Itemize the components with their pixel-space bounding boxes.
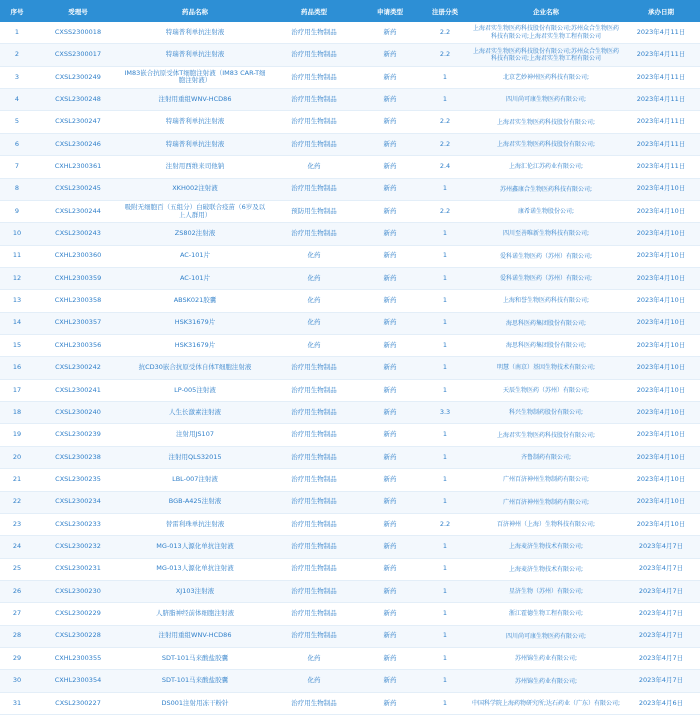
- cell-application-type: 新药: [360, 379, 420, 401]
- cell-registration-class: 1: [420, 446, 470, 468]
- cell-date: 2023年4月10日: [622, 379, 700, 401]
- cell-company: 中国科学院上海药物研究所;达石药业（广东）有限公司;: [470, 692, 622, 714]
- cell-drug-name: 吸附无细胞百（五组分）白破联合疫苗（6岁及以上人群用）: [122, 200, 268, 222]
- cell-date: 2023年4月10日: [622, 245, 700, 267]
- table-row: [0, 133, 700, 155]
- table-row: [0, 692, 700, 714]
- cell-date: 2023年4月11日: [622, 133, 700, 155]
- cell-company: 上海麦济生物技术有限公司;: [470, 558, 622, 580]
- cell-drug-name: SDT-101马来酸盐胶囊: [122, 648, 268, 670]
- cell-index: 12: [0, 267, 34, 289]
- cell-company: 海思科医药集团股份有限公司;: [470, 312, 622, 334]
- cell-registration-class: 1: [420, 670, 470, 692]
- cell-acceptance-no: CXSL2300232: [34, 536, 122, 558]
- cell-registration-class: 1: [420, 335, 470, 357]
- cell-company: 上海君实生物医药科技股份有限公司;苏州众合生物医药科技有限公司;上海君实生物工程有限公司: [470, 22, 622, 44]
- cell-drug-type: 治疗用生物制品: [268, 603, 360, 625]
- cell-index: 2: [0, 44, 34, 66]
- table-row: [0, 357, 700, 379]
- table-row: [0, 513, 700, 535]
- cell-registration-class: 1: [420, 424, 470, 446]
- cell-index: 3: [0, 66, 34, 88]
- cell-drug-name: 人脐脂神经前体细胞注射液: [122, 603, 268, 625]
- cell-drug-type: 治疗用生物制品: [268, 133, 360, 155]
- cell-acceptance-no: CXSL2300239: [34, 424, 122, 446]
- cell-drug-type: 化药: [268, 245, 360, 267]
- cell-acceptance-no: CXHL2300359: [34, 267, 122, 289]
- cell-company: 四川尚可康生物医药有限公司;: [470, 89, 622, 111]
- table-row: [0, 178, 700, 200]
- cell-index: 19: [0, 424, 34, 446]
- cell-company: 上海君实生物医药科技股份有限公司;: [470, 424, 622, 446]
- cell-date: 2023年4月10日: [622, 267, 700, 289]
- cell-application-type: 新药: [360, 44, 420, 66]
- cell-date: 2023年4月11日: [622, 89, 700, 111]
- cell-date: 2023年4月10日: [622, 200, 700, 222]
- cell-acceptance-no: CXSL2300231: [34, 558, 122, 580]
- cell-application-type: 新药: [360, 133, 420, 155]
- cell-registration-class: 1: [420, 178, 470, 200]
- cell-registration-class: 2.2: [420, 111, 470, 133]
- cell-company: 四川尚可康生物医药有限公司;: [470, 625, 622, 647]
- cell-company: 上海麦济生物技术有限公司;: [470, 536, 622, 558]
- cell-application-type: 新药: [360, 178, 420, 200]
- cell-drug-type: 化药: [268, 312, 360, 334]
- cell-drug-type: 治疗用生物制品: [268, 111, 360, 133]
- cell-application-type: 新药: [360, 402, 420, 424]
- table-row: [0, 111, 700, 133]
- cell-application-type: 新药: [360, 200, 420, 222]
- cell-drug-type: 治疗用生物制品: [268, 66, 360, 88]
- cell-company: 北京艺妙神州医药科技有限公司;: [470, 66, 622, 88]
- cell-date: 2023年4月11日: [622, 22, 700, 44]
- cell-registration-class: 1: [420, 536, 470, 558]
- cell-acceptance-no: CXHL2300357: [34, 312, 122, 334]
- header-index: 序号: [0, 0, 34, 22]
- table-row: [0, 670, 700, 692]
- cell-drug-name: BGB-A425注射液: [122, 491, 268, 513]
- header-company: 企业名称: [470, 0, 622, 22]
- cell-company: 苏州锦生药业有限公司;: [470, 648, 622, 670]
- table-row: [0, 648, 700, 670]
- cell-drug-name: 抗CD30嵌合抗原受体自体T细胞注射液: [122, 357, 268, 379]
- cell-date: 2023年4月7日: [622, 648, 700, 670]
- cell-application-type: 新药: [360, 22, 420, 44]
- cell-registration-class: 1: [420, 357, 470, 379]
- cell-drug-name: 注射用西维来司他钠: [122, 156, 268, 178]
- cell-acceptance-no: CXHL2300356: [34, 335, 122, 357]
- cell-company: 上海君实生物医药科技股份有限公司;: [470, 111, 622, 133]
- cell-drug-name: 注射用QLS32015: [122, 446, 268, 468]
- cell-date: 2023年4月11日: [622, 156, 700, 178]
- cell-index: 14: [0, 312, 34, 334]
- cell-date: 2023年4月11日: [622, 66, 700, 88]
- cell-acceptance-no: CXSL2300235: [34, 469, 122, 491]
- cell-date: 2023年4月10日: [622, 491, 700, 513]
- cell-registration-class: 1: [420, 223, 470, 245]
- cell-drug-name: AC-101片: [122, 267, 268, 289]
- cell-date: 2023年4月7日: [622, 603, 700, 625]
- cell-acceptance-no: CXSL2300241: [34, 379, 122, 401]
- cell-date: 2023年4月11日: [622, 44, 700, 66]
- cell-application-type: 新药: [360, 156, 420, 178]
- table-row: [0, 603, 700, 625]
- table-row: [0, 491, 700, 513]
- cell-drug-type: 治疗用生物制品: [268, 379, 360, 401]
- cell-index: 15: [0, 335, 34, 357]
- cell-application-type: 新药: [360, 245, 420, 267]
- cell-registration-class: 3.3: [420, 402, 470, 424]
- cell-index: 13: [0, 290, 34, 312]
- cell-drug-name: AC-101片: [122, 245, 268, 267]
- cell-drug-name: 替雷利珠单抗注射液: [122, 513, 268, 535]
- cell-drug-type: 治疗用生物制品: [268, 513, 360, 535]
- cell-application-type: 新药: [360, 648, 420, 670]
- cell-acceptance-no: CXHL2300361: [34, 156, 122, 178]
- cell-application-type: 新药: [360, 223, 420, 245]
- cell-drug-name: 特瑞普利单抗注射液: [122, 133, 268, 155]
- cell-drug-type: 治疗用生物制品: [268, 558, 360, 580]
- table-body: [0, 22, 700, 715]
- cell-index: 18: [0, 402, 34, 424]
- cell-company: 广州百济神州生物制药有限公司;: [470, 469, 622, 491]
- cell-company: 天辰生物医药（苏州）有限公司;: [470, 379, 622, 401]
- cell-drug-type: 治疗用生物制品: [268, 536, 360, 558]
- cell-drug-name: 注射用重组WNV-HCD86: [122, 625, 268, 647]
- cell-acceptance-no: CXSL2300249: [34, 66, 122, 88]
- cell-drug-name: 特瑞普利单抗注射液: [122, 111, 268, 133]
- cell-index: 21: [0, 469, 34, 491]
- cell-drug-type: 治疗用生物制品: [268, 491, 360, 513]
- cell-date: 2023年4月10日: [622, 402, 700, 424]
- cell-registration-class: 1: [420, 648, 470, 670]
- table-row: [0, 312, 700, 334]
- cell-index: 31: [0, 692, 34, 714]
- cell-index: 26: [0, 580, 34, 602]
- cell-drug-name: LBL-007注射液: [122, 469, 268, 491]
- cell-index: 6: [0, 133, 34, 155]
- cell-registration-class: 1: [420, 89, 470, 111]
- header-date: 承办日期: [622, 0, 700, 22]
- cell-registration-class: 2.2: [420, 22, 470, 44]
- cell-index: 20: [0, 446, 34, 468]
- cell-company: 上海和誉生物医药科技有限公司;: [470, 290, 622, 312]
- table-row: [0, 335, 700, 357]
- cell-acceptance-no: CXHL2300360: [34, 245, 122, 267]
- cell-drug-type: 治疗用生物制品: [268, 223, 360, 245]
- cell-application-type: 新药: [360, 424, 420, 446]
- cell-index: 8: [0, 178, 34, 200]
- cell-company: 苏州鑫康合生物医药科技有限公司;: [470, 178, 622, 200]
- table-row: [0, 290, 700, 312]
- header-drug-name: 药品名称: [122, 0, 268, 22]
- cell-date: 2023年4月10日: [622, 223, 700, 245]
- cell-company: 海思科医药集团股份有限公司;: [470, 335, 622, 357]
- cell-registration-class: 1: [420, 625, 470, 647]
- cell-drug-type: 化药: [268, 290, 360, 312]
- table-row: [0, 580, 700, 602]
- cell-company: 康希诺生物股份公司;: [470, 200, 622, 222]
- cell-company: 爱科诺生物医药（苏州）有限公司;: [470, 245, 622, 267]
- cell-index: 30: [0, 670, 34, 692]
- table-row: [0, 245, 700, 267]
- cell-company: 星济生物（苏州）有限公司;: [470, 580, 622, 602]
- cell-registration-class: 1: [420, 379, 470, 401]
- table-row: [0, 66, 700, 88]
- table-row: [0, 424, 700, 446]
- cell-company: 广州百济神州生物制药有限公司;: [470, 491, 622, 513]
- header-drug-type: 药品类型: [268, 0, 360, 22]
- cell-application-type: 新药: [360, 603, 420, 625]
- cell-index: 27: [0, 603, 34, 625]
- cell-drug-name: 注射用重组WNV-HCD86: [122, 89, 268, 111]
- cell-acceptance-no: CXSL2300242: [34, 357, 122, 379]
- cell-application-type: 新药: [360, 536, 420, 558]
- cell-acceptance-no: CXSL2300233: [34, 513, 122, 535]
- cell-index: 11: [0, 245, 34, 267]
- table-row: [0, 536, 700, 558]
- cell-registration-class: 1: [420, 66, 470, 88]
- cell-application-type: 新药: [360, 491, 420, 513]
- cell-date: 2023年4月10日: [622, 290, 700, 312]
- cell-application-type: 新药: [360, 357, 420, 379]
- cell-drug-type: 治疗用生物制品: [268, 625, 360, 647]
- table-row: [0, 267, 700, 289]
- cell-registration-class: 1: [420, 469, 470, 491]
- cell-acceptance-no: CXSL2300244: [34, 200, 122, 222]
- cell-acceptance-no: CXSL2300238: [34, 446, 122, 468]
- cell-acceptance-no: CXSL2300234: [34, 491, 122, 513]
- cell-index: 9: [0, 200, 34, 222]
- cell-drug-name: HSK31679片: [122, 312, 268, 334]
- cell-application-type: 新药: [360, 66, 420, 88]
- cell-date: 2023年4月10日: [622, 178, 700, 200]
- cell-company: 齐鲁制药有限公司;: [470, 446, 622, 468]
- cell-date: 2023年4月7日: [622, 625, 700, 647]
- table-row: [0, 379, 700, 401]
- cell-acceptance-no: CXSL2300229: [34, 603, 122, 625]
- cell-acceptance-no: CXHL2300355: [34, 648, 122, 670]
- cell-drug-name: ZS802注射液: [122, 223, 268, 245]
- cell-drug-type: 治疗用生物制品: [268, 178, 360, 200]
- cell-date: 2023年4月7日: [622, 536, 700, 558]
- cell-index: 29: [0, 648, 34, 670]
- cell-drug-name: LP-005注射液: [122, 379, 268, 401]
- cell-registration-class: 2.4: [420, 156, 470, 178]
- cell-drug-type: 治疗用生物制品: [268, 44, 360, 66]
- cell-date: 2023年4月10日: [622, 469, 700, 491]
- cell-index: 7: [0, 156, 34, 178]
- cell-company: 上海汇伦江苏药业有限公司;: [470, 156, 622, 178]
- cell-application-type: 新药: [360, 335, 420, 357]
- cell-drug-type: 治疗用生物制品: [268, 402, 360, 424]
- cell-index: 24: [0, 536, 34, 558]
- cell-index: 16: [0, 357, 34, 379]
- cell-application-type: 新药: [360, 290, 420, 312]
- cell-acceptance-no: CXSS2300017: [34, 44, 122, 66]
- cell-index: 23: [0, 513, 34, 535]
- cell-date: 2023年4月7日: [622, 580, 700, 602]
- cell-registration-class: 2.2: [420, 200, 470, 222]
- cell-acceptance-no: CXSL2300246: [34, 133, 122, 155]
- cell-acceptance-no: CXSL2300227: [34, 692, 122, 714]
- cell-drug-type: 治疗用生物制品: [268, 692, 360, 714]
- header-acceptance-no: 受理号: [34, 0, 122, 22]
- cell-application-type: 新药: [360, 312, 420, 334]
- cell-registration-class: 1: [420, 312, 470, 334]
- cell-acceptance-no: CXSL2300247: [34, 111, 122, 133]
- cell-acceptance-no: CXSL2300243: [34, 223, 122, 245]
- cell-drug-type: 化药: [268, 156, 360, 178]
- cell-application-type: 新药: [360, 513, 420, 535]
- table-row: [0, 156, 700, 178]
- cell-company: 上海君实生物医药科技股份有限公司;苏州众合生物医药科技有限公司;上海君实生物工程有限公司: [470, 44, 622, 66]
- table-row: [0, 22, 700, 44]
- cell-drug-name: IM83嵌合抗原受体T细胞注射液（IM83 CAR-T细胞注射液）: [122, 66, 268, 88]
- cell-date: 2023年4月10日: [622, 446, 700, 468]
- cell-registration-class: 1: [420, 603, 470, 625]
- cell-drug-name: 特瑞普利单抗注射液: [122, 22, 268, 44]
- cell-company: 上海君实生物医药科技股份有限公司;: [470, 133, 622, 155]
- cell-drug-type: 化药: [268, 670, 360, 692]
- cell-drug-name: XKH002注射液: [122, 178, 268, 200]
- cell-drug-name: DS001注射用冻干粉针: [122, 692, 268, 714]
- cell-registration-class: 1: [420, 692, 470, 714]
- cell-company: 四川至善唯新生物科技有限公司;: [470, 223, 622, 245]
- cell-acceptance-no: CXSL2300245: [34, 178, 122, 200]
- header-row: [0, 0, 700, 22]
- cell-index: 5: [0, 111, 34, 133]
- cell-drug-name: HSK31679片: [122, 335, 268, 357]
- cell-drug-name: XJ103注射液: [122, 580, 268, 602]
- cell-application-type: 新药: [360, 267, 420, 289]
- cell-date: 2023年4月10日: [622, 335, 700, 357]
- table-row: [0, 200, 700, 222]
- cell-acceptance-no: CXSS2300018: [34, 22, 122, 44]
- cell-application-type: 新药: [360, 111, 420, 133]
- cell-date: 2023年4月7日: [622, 670, 700, 692]
- cell-date: 2023年4月11日: [622, 111, 700, 133]
- cell-registration-class: 2.2: [420, 44, 470, 66]
- cell-date: 2023年4月10日: [622, 312, 700, 334]
- table-row: [0, 558, 700, 580]
- cell-date: 2023年4月7日: [622, 558, 700, 580]
- header-application-type: 申请类型: [360, 0, 420, 22]
- cell-drug-type: 治疗用生物制品: [268, 580, 360, 602]
- cell-registration-class: 1: [420, 245, 470, 267]
- cell-registration-class: 2.2: [420, 133, 470, 155]
- cell-drug-type: 治疗用生物制品: [268, 357, 360, 379]
- cell-registration-class: 1: [420, 558, 470, 580]
- cell-drug-type: 化药: [268, 335, 360, 357]
- cell-application-type: 新药: [360, 89, 420, 111]
- cell-drug-name: 注射用JS107: [122, 424, 268, 446]
- cell-application-type: 新药: [360, 692, 420, 714]
- cell-application-type: 新药: [360, 625, 420, 647]
- cell-index: 1: [0, 22, 34, 44]
- cell-index: 17: [0, 379, 34, 401]
- cell-acceptance-no: CXSL2300228: [34, 625, 122, 647]
- cell-date: 2023年4月10日: [622, 513, 700, 535]
- cell-drug-type: 化药: [268, 648, 360, 670]
- cell-registration-class: 1: [420, 491, 470, 513]
- cell-index: 28: [0, 625, 34, 647]
- cell-registration-class: 1: [420, 267, 470, 289]
- cell-drug-name: 特瑞普利单抗注射液: [122, 44, 268, 66]
- cell-index: 4: [0, 89, 34, 111]
- cell-drug-name: SDT-101马来酸盐胶囊: [122, 670, 268, 692]
- cell-acceptance-no: CXSL2300248: [34, 89, 122, 111]
- cell-registration-class: 2.2: [420, 513, 470, 535]
- header-registration-class: 注册分类: [420, 0, 470, 22]
- cell-application-type: 新药: [360, 469, 420, 491]
- table-row: [0, 89, 700, 111]
- cell-acceptance-no: CXHL2300358: [34, 290, 122, 312]
- cell-acceptance-no: CXSL2300230: [34, 580, 122, 602]
- cell-company: 百济神州（上海）生物科技有限公司;: [470, 513, 622, 535]
- cell-drug-type: 治疗用生物制品: [268, 89, 360, 111]
- cell-drug-type: 化药: [268, 267, 360, 289]
- cell-company: 苏州锦生药业有限公司;: [470, 670, 622, 692]
- cell-index: 22: [0, 491, 34, 513]
- cell-company: 科兴生物制药股份有限公司;: [470, 402, 622, 424]
- cell-application-type: 新药: [360, 670, 420, 692]
- cell-drug-name: MG-013人源化单抗注射液: [122, 558, 268, 580]
- cell-application-type: 新药: [360, 580, 420, 602]
- cell-drug-name: MG-013人源化单抗注射液: [122, 536, 268, 558]
- cell-index: 10: [0, 223, 34, 245]
- cell-date: 2023年4月10日: [622, 424, 700, 446]
- cell-registration-class: 1: [420, 580, 470, 602]
- cell-application-type: 新药: [360, 558, 420, 580]
- table-row: [0, 223, 700, 245]
- cell-company: 明慧（南京）基因生物技术有限公司;: [470, 357, 622, 379]
- cell-drug-type: 治疗用生物制品: [268, 424, 360, 446]
- cell-drug-name: 人生长激素注射液: [122, 402, 268, 424]
- table-row: [0, 44, 700, 66]
- table-row: [0, 469, 700, 491]
- table-row: [0, 446, 700, 468]
- cell-drug-type: 治疗用生物制品: [268, 469, 360, 491]
- cell-drug-name: ABSK021胶囊: [122, 290, 268, 312]
- table-row: [0, 625, 700, 647]
- cell-date: 2023年4月6日: [622, 692, 700, 714]
- cell-acceptance-no: CXHL2300354: [34, 670, 122, 692]
- cell-company: 浙江霍德生物工程有限公司;: [470, 603, 622, 625]
- cell-company: 爱科诺生物医药（苏州）有限公司;: [470, 267, 622, 289]
- cell-drug-type: 治疗用生物制品: [268, 446, 360, 468]
- cell-drug-type: 预防用生物制品: [268, 200, 360, 222]
- cell-registration-class: 1: [420, 290, 470, 312]
- cell-application-type: 新药: [360, 446, 420, 468]
- cell-drug-type: 治疗用生物制品: [268, 22, 360, 44]
- cell-date: 2023年4月10日: [622, 357, 700, 379]
- cell-index: 25: [0, 558, 34, 580]
- cell-acceptance-no: CXSL2300240: [34, 402, 122, 424]
- table-row: [0, 402, 700, 424]
